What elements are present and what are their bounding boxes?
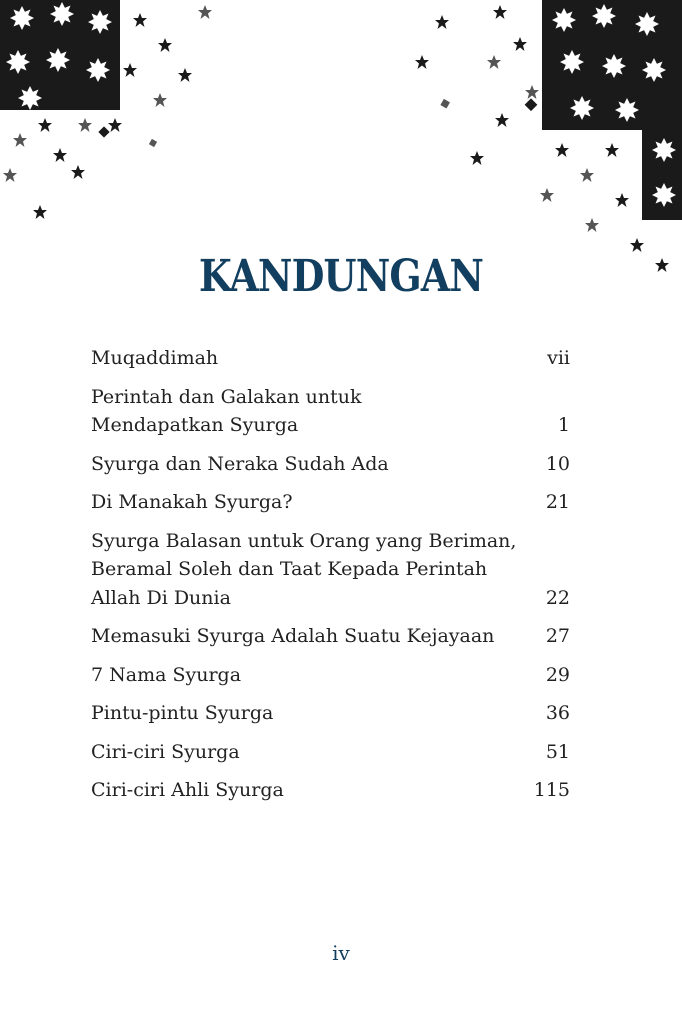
table-of-contents [91, 344, 570, 815]
toc-entry-title: Mendapatkan Syurga [91, 414, 299, 436]
toc-entry [91, 488, 570, 517]
toc-entry [91, 622, 570, 651]
toc-entry-title: Ciri-ciri Syurga [91, 740, 240, 763]
toc-page-number: 29 [545, 663, 570, 686]
page-number: iv [332, 941, 350, 965]
toc-entry-title: Di Manakah Syurga? [91, 491, 293, 513]
toc-entry-title: Beramal Soleh dan Taat Kepada Perintah [91, 558, 488, 580]
toc-entry-title: Ciri-ciri Ahli Syurga [91, 779, 284, 801]
toc-page-number: 27 [545, 625, 570, 647]
toc-page-number: 51 [545, 740, 570, 763]
toc-page-number: 10 [545, 452, 570, 475]
toc-entry [91, 738, 570, 767]
toc-page-number: 21 [545, 491, 570, 513]
toc-page-number: 115 [533, 779, 570, 801]
toc-entry-title: 7 Nama Syurga [91, 663, 242, 686]
toc-entry [91, 527, 570, 613]
toc-entry [91, 661, 570, 690]
toc-entry-title: Pintu-pintu Syurga [91, 702, 274, 724]
toc-entry [91, 450, 570, 479]
toc-entry-title: Perintah dan Galakan untuk [91, 385, 362, 408]
page-title: KANDUNGAN [198, 251, 484, 303]
toc-page-number: vii [547, 347, 570, 369]
toc-page-number: 1 [557, 414, 570, 436]
toc-entry-title: Syurga dan Neraka Sudah Ada [91, 452, 389, 475]
toc-entry-title: Memasuki Syurga Adalah Suatu Kejayaan [91, 625, 495, 647]
toc-entry [91, 776, 570, 805]
toc-entry-title: Syurga Balasan untuk Orang yang Beriman, [91, 529, 517, 552]
toc-entry [91, 344, 570, 373]
toc-page-number: 22 [545, 586, 570, 609]
toc-entry [91, 383, 570, 440]
toc-page-number: 36 [545, 702, 570, 724]
islamic-star-pattern-top-left [0, 0, 230, 230]
toc-entry [91, 699, 570, 728]
toc-entry-title: Allah Di Dunia [91, 586, 231, 609]
toc-entry-title: Muqaddimah [91, 347, 219, 369]
